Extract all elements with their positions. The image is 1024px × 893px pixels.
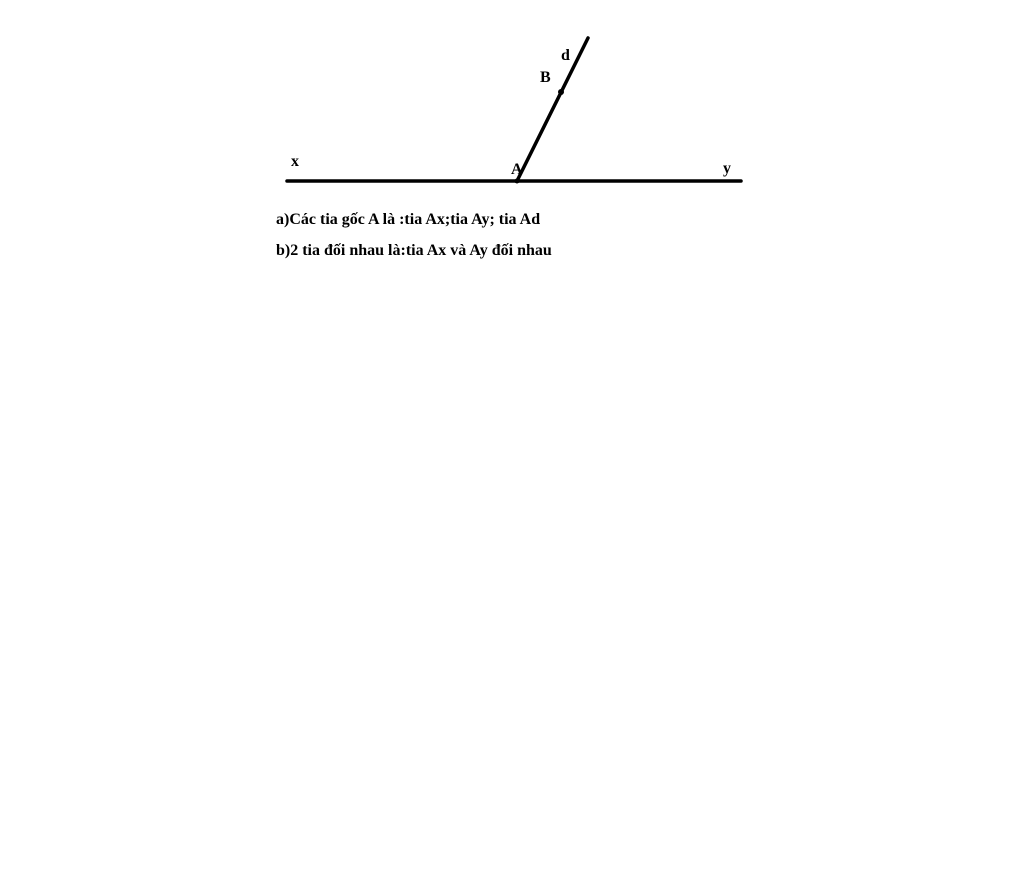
ray-ad <box>517 38 588 181</box>
point-a-dot <box>515 179 520 184</box>
label-d: d <box>561 47 570 64</box>
answer-part-b: b)2 tia đối nhau là:tia Ax và Ay đối nhau <box>276 242 552 259</box>
answer-part-a: a)Các tia gốc A là :tia Ax;tia Ay; tia Ad <box>276 211 541 228</box>
label-a: A <box>511 161 523 178</box>
point-b-dot <box>558 89 564 95</box>
label-y: y <box>723 160 731 177</box>
label-b: B <box>540 69 551 86</box>
label-x: x <box>291 153 299 170</box>
